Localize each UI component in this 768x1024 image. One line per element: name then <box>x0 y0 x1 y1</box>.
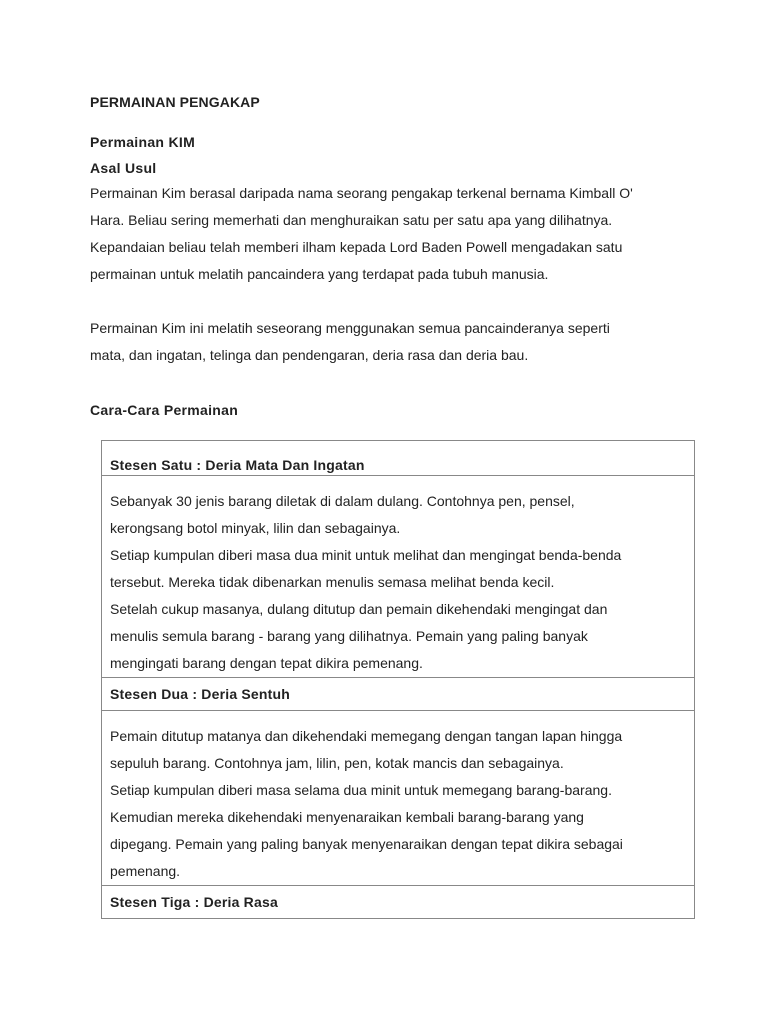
table-row <box>102 678 695 711</box>
station-body-line: Setelah cukup masanya, dulang ditutup dan pemain dikehendaki mengingat dan <box>110 601 608 617</box>
origin-paragraph-1 <box>90 180 700 288</box>
station-body-line: pemenang. <box>110 863 181 879</box>
station-body-line: dipegang. Pemain yang paling banyak menyenaraikan dengan tepat dikira sebagai <box>110 836 623 852</box>
paragraph-line: Permainan Kim berasal daripada nama seorang pengakap terkenal bernama Kimball O' <box>90 185 633 201</box>
table-row <box>102 711 695 886</box>
station-heading-text: Stesen Satu : Deria Mata Dan Ingatan <box>110 457 365 473</box>
station-heading-text: Stesen Dua : Deria Sentuh <box>110 686 291 702</box>
origin-paragraph-2 <box>90 315 700 369</box>
station-body-line: tersebut. Mereka tidak dibenarkan menulis semasa melihat benda kecil. <box>110 574 555 590</box>
document-title: PERMAINAN PENGAKAP <box>90 94 260 110</box>
table-row <box>102 886 695 919</box>
station-body-line: Sebanyak 30 jenis barang diletak di dalam dulang. Contohnya pen, pensel, <box>110 493 575 509</box>
methods-heading: Cara-Cara Permainan <box>90 402 239 418</box>
station-2-body <box>102 711 695 886</box>
station-1-body <box>102 476 695 678</box>
station-body-line: sepuluh barang. Contohnya jam, lilin, pen, kotak mancis dan sebagainya. <box>110 755 564 771</box>
paragraph-line: mata, dan ingatan, telinga dan pendengaran, deria rasa dan deria bau. <box>90 347 529 363</box>
station-body-line: Kemudian mereka dikehendaki menyenaraikan kembali barang-barang yang <box>110 809 584 825</box>
origin-heading: Asal Usul <box>90 160 157 176</box>
paragraph-line: Kepandaian beliau telah memberi ilham kepada Lord Baden Powell mengadakan satu <box>90 239 623 255</box>
station-3-heading <box>102 886 695 919</box>
paragraph-line: Permainan Kim ini melatih seseorang menggunakan semua pancainderanya seperti <box>90 320 610 336</box>
table-row <box>102 441 695 476</box>
table-row <box>102 476 695 678</box>
station-body-line: menulis semula barang - barang yang dilihatnya. Pemain yang paling banyak <box>110 628 588 644</box>
station-1-heading <box>102 441 695 476</box>
station-body-line: kerongsang botol minyak, lilin dan sebagainya. <box>110 520 401 536</box>
station-body-line: Setiap kumpulan diberi masa selama dua minit untuk memegang barang-barang. <box>110 782 612 798</box>
paragraph-line: permainan untuk melatih pancaindera yang terdapat pada tubuh manusia. <box>90 266 549 282</box>
station-body-line: Setiap kumpulan diberi masa dua minit untuk melihat dan mengingat benda-benda <box>110 547 622 563</box>
paragraph-line: Hara. Beliau sering memerhati dan menghuraikan satu per satu apa yang dilihatnya. <box>90 212 613 228</box>
station-heading-text: Stesen Tiga : Deria Rasa <box>110 894 278 910</box>
section-title: Permainan KIM <box>90 134 196 150</box>
stations-table <box>101 440 695 919</box>
station-body-line: Pemain ditutup matanya dan dikehendaki memegang dengan tangan lapan hingga <box>110 728 623 744</box>
station-2-heading <box>102 678 695 711</box>
station-body-line: mengingati barang dengan tepat dikira pemenang. <box>110 655 423 671</box>
